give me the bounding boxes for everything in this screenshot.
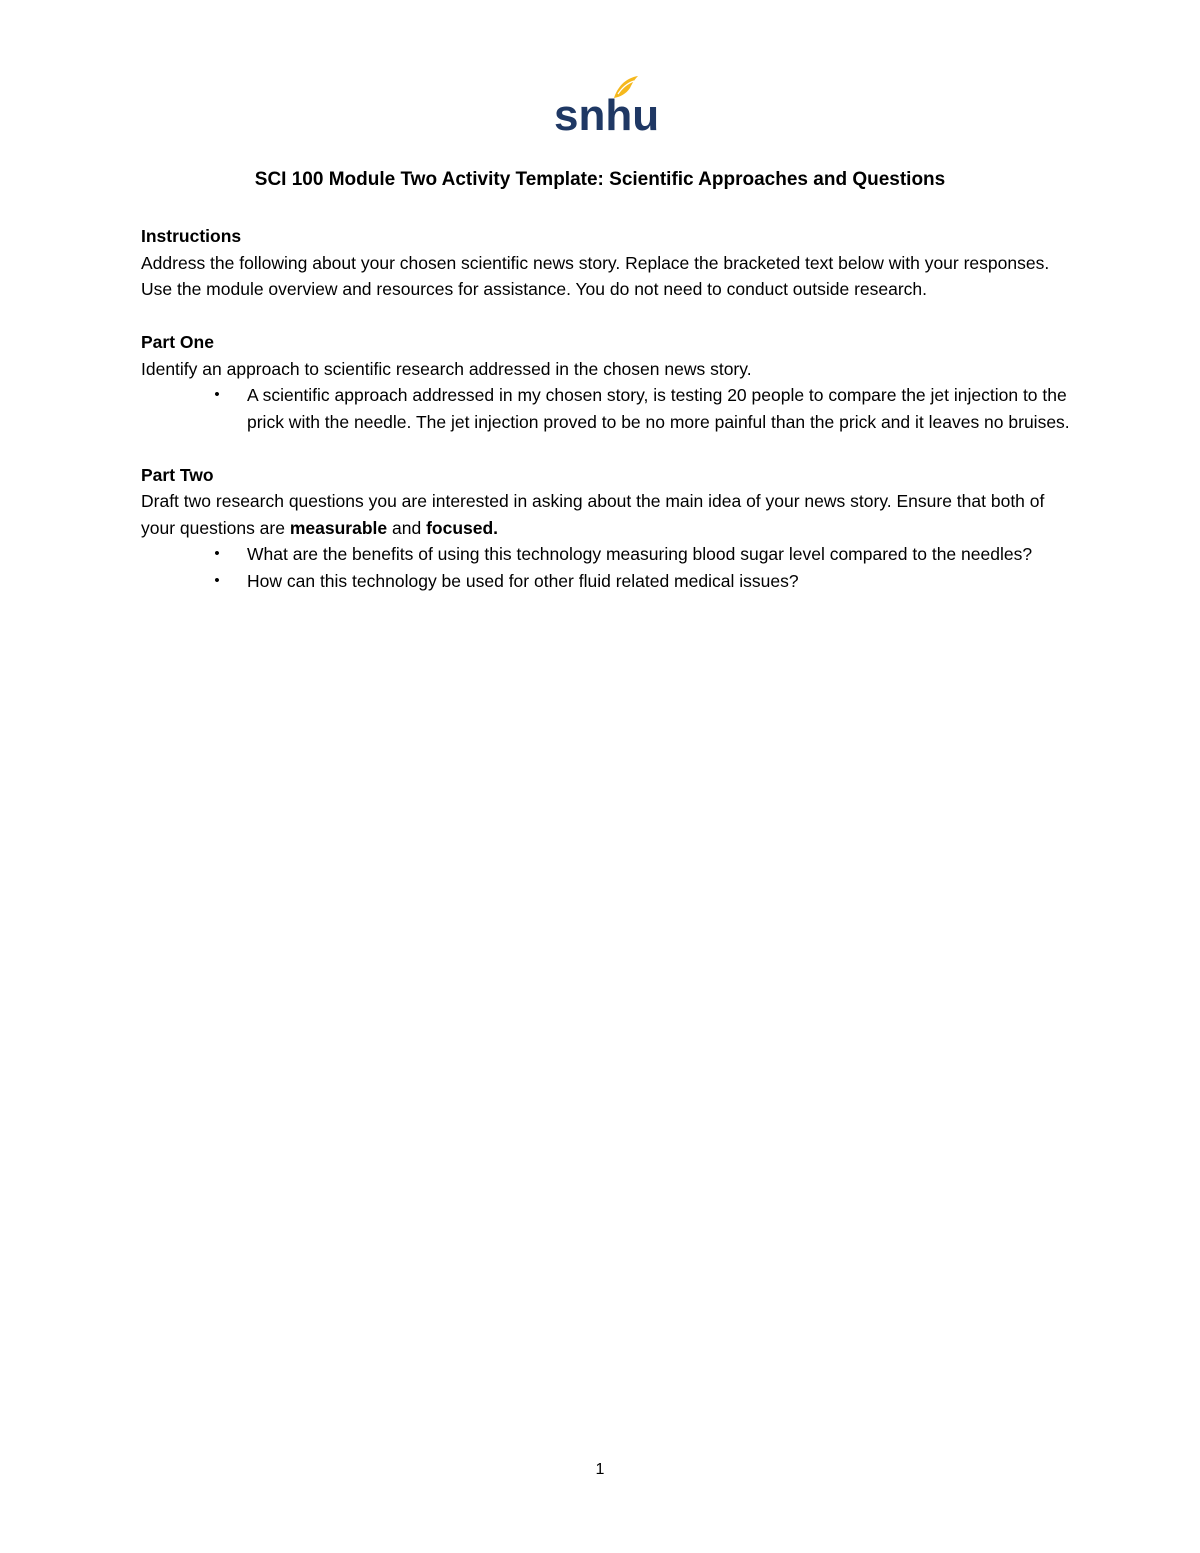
snhu-logo — [552, 72, 660, 140]
part-one-answer: A scientific approach addressed in my chosen story, is testing 20 people to compare the jet injection to the prick with the needle. The jet injection proved to be no more painful than the prick and it leaves no bruises. — [247, 385, 1070, 432]
logo-text: snhu — [554, 91, 660, 140]
part-two-prompt-focused: focused. — [426, 517, 499, 538]
part-two-prompt — [141, 488, 1071, 541]
part-two-heading: Part Two — [141, 464, 214, 485]
document-title: SCI 100 Module Two Activity Template: Scientific Approaches and Questions — [254, 169, 946, 190]
part-one-prompt: Identify an approach to scientific research addressed in the chosen news story. — [141, 358, 752, 379]
instructions-text: Address the following about your chosen scientific news story. Replace the bracketed text below with your responses. Use the module overview and resources for assistance. You do not need to conduct outside research. — [141, 252, 1050, 299]
part-two-question-1: What are the benefits of using this technology measuring blood sugar level compared to the needles? — [247, 544, 1033, 564]
part-two-bullet-list — [141, 541, 1071, 594]
part-one-bullet-list — [141, 382, 1071, 435]
snhu-logo-icon — [552, 72, 660, 140]
list-item — [141, 382, 1071, 435]
part-one-heading: Part One — [141, 332, 214, 352]
instructions-section — [141, 223, 1071, 303]
part-two-question-2: How can this technology be used for other fluid related medical issues? — [247, 570, 799, 591]
part-one-section — [141, 329, 1071, 435]
list-item — [141, 541, 1071, 568]
page-number: 1 — [595, 1461, 605, 1478]
list-item — [141, 568, 1071, 595]
part-two-prompt-start: Draft two research questions you are interested in asking about the main idea of your news story. Ensure that both of your questions are — [141, 491, 1045, 538]
bullet-icon: • — [214, 571, 220, 589]
bullet-icon: • — [214, 386, 220, 403]
bullet-icon: • — [214, 545, 220, 562]
part-two-prompt-measurable: measurable — [289, 517, 388, 538]
instructions-heading: Instructions — [141, 226, 242, 246]
part-two-prompt-mid: and — [387, 517, 427, 538]
document-body — [141, 223, 1071, 621]
part-two-section — [141, 462, 1071, 595]
